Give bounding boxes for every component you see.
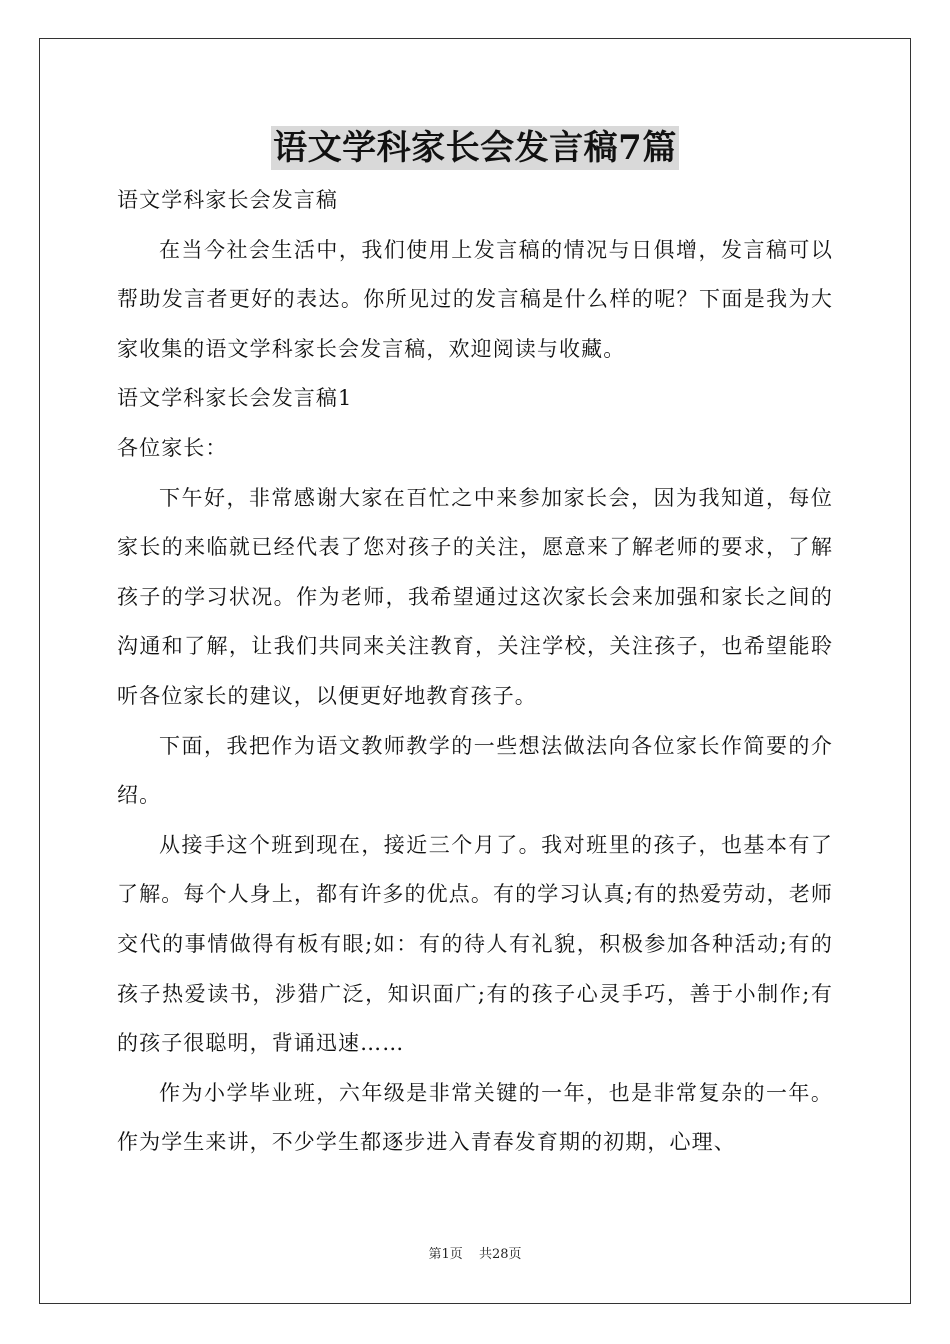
paragraph: 从接手这个班到现在，接近三个月了。我对班里的孩子，也基本有了了解。每个人身上，都有许多的优点。有的学习认真;有的热爱劳动，老师交代的事情做得有板有眼;如：有的待人有礼貌，积极参加各种活动;有的孩子热爱读书，涉猎广泛，知识面广;有的孩子心灵手巧，善于小制作;有的孩子很聪明，背诵迅速…… (117, 832, 833, 1056)
paragraph: 语文学科家长会发言稿 (117, 188, 338, 212)
paragraph: 下午好，非常感谢大家在百忙之中来参加家长会，因为我知道，每位家长的来临就已经代表了您对孩子的关注，愿意来了解老师的要求，了解孩子的学习状况。作为老师，我希望通过这次家长会来加强和家长之间的沟通和了解，让我们共同来关注教育，关注学校，关注孩子，也希望能聆听各位家长的建议，以便更好地教育孩子。 (117, 485, 833, 708)
page-total: 共28页 (478, 1247, 522, 1262)
page-footer (0, 1246, 950, 1264)
document-body (117, 176, 833, 1168)
paragraph: 语文学科家长会发言稿1 (117, 386, 353, 411)
paragraph: 下面，我把作为语文教师教学的一些想法做法向各位家长作简要的介绍。 (117, 733, 833, 808)
page-number: 第1页 (428, 1247, 463, 1262)
paragraph: 在当今社会生活中，我们使用上发言稿的情况与日俱增，发言稿可以帮助发言者更好的表达。你所见过的发言稿是什么样的呢？下面是我为大家收集的语文学科家长会发言稿，欢迎阅读与收藏。 (117, 237, 833, 361)
paragraph: 作为小学毕业班，六年级是非常关键的一年，也是非常复杂的一年。作为学生来讲，不少学生都逐步进入青春发育期的初期，心理、 (117, 1080, 833, 1155)
title-container (0, 126, 950, 170)
document-title: 语文学科家长会发言稿7篇 (273, 128, 677, 168)
paragraph: 各位家长： (117, 435, 228, 460)
